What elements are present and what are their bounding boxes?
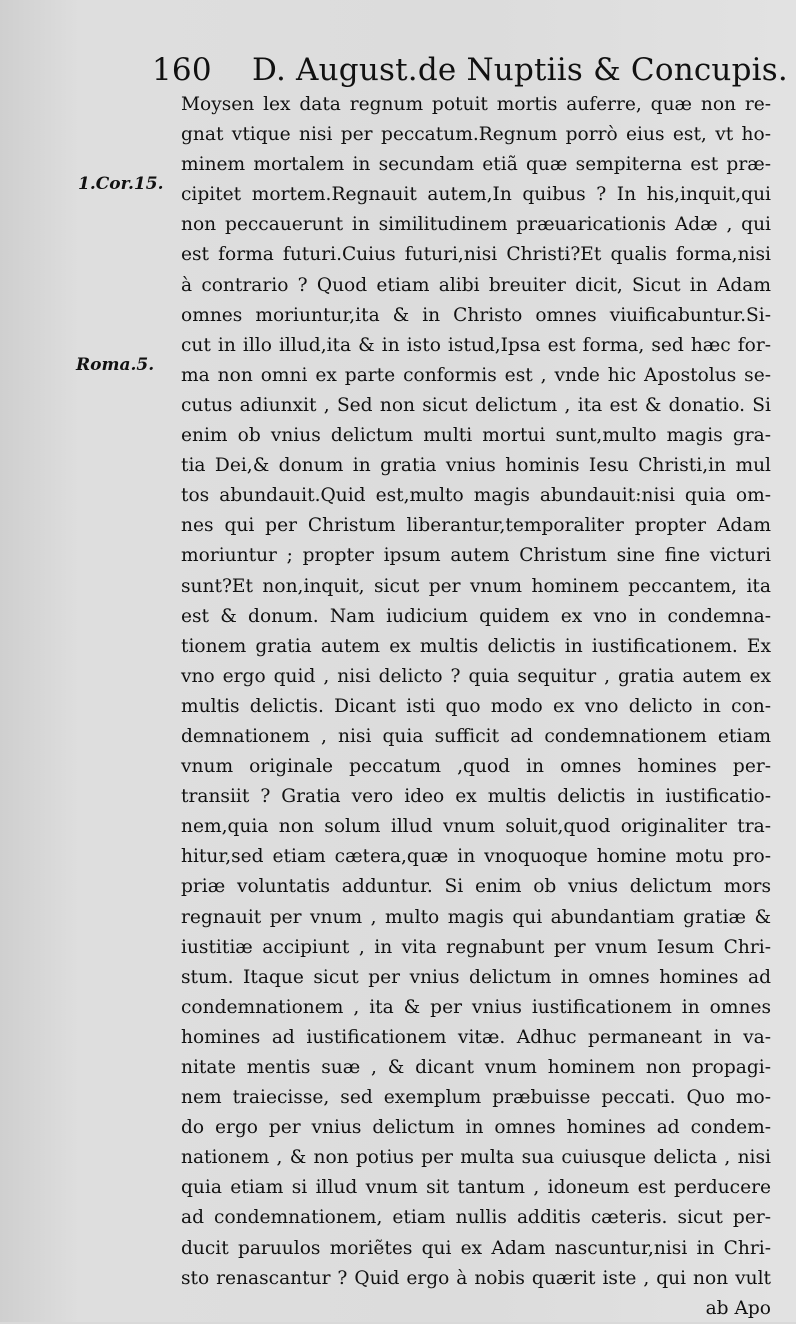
- text-line: homines ad iustificationem vitæ. Adhuc permaneant in va-: [181, 1026, 771, 1048]
- text-line: do ergo per vnius delictum in omnes homines ad condem-: [181, 1117, 771, 1139]
- text-line: iustitiæ accipiunt , in vita regnabunt per vnum Iesum Chri-: [181, 936, 771, 958]
- text-line: non peccauerunt in similitudinem præuaricationis Adæ , qui: [181, 214, 771, 236]
- text-line: est & donum. Nam iudicium quidem ex vno in condemna-: [181, 605, 771, 627]
- text-line: cut in illo illud,ita & in isto istud,Ipsa est forma, sed hæc for-: [181, 334, 771, 356]
- text-line: nes qui per Christum liberantur,temporaliter propter Adam: [181, 515, 771, 537]
- text-line: quia etiam si illud vnum sit tantum , idoneum est perducere: [181, 1177, 771, 1199]
- text-line: transiit ? Gratia vero ideo ex multis delictis in iustificatio-: [181, 786, 771, 808]
- text-line: ab Apo: [705, 1297, 771, 1319]
- running-header: [152, 52, 788, 88]
- text-line: sto renascantur ? Quid ergo à nobis quærit iste , qui non vult: [181, 1267, 771, 1289]
- text-line: enim ob vnius delictum multi mortui sunt,multo magis gra-: [181, 425, 771, 447]
- text-line: ma non omni ex parte conformis est , vnde hic Apostolus se-: [181, 364, 771, 386]
- text-line: nem,quia non solum illud vnum soluit,quod originaliter tra-: [181, 816, 771, 838]
- text-line: nationem , & non potius per multa sua cuiusque delicta , nisi: [181, 1147, 771, 1169]
- text-line: hitur,sed etiam cætera,quæ in vnoquoque homine motu pro-: [181, 846, 771, 868]
- text-line: ad condemnationem, etiam nullis additis cæteris. sicut per-: [181, 1207, 771, 1229]
- text-line: stum. Itaque sicut per vnius delictum in omnes homines ad: [181, 966, 771, 988]
- running-title: D. August.de Nuptiis & Concupis.: [252, 52, 788, 88]
- text-line: priæ voluntatis adduntur. Si enim ob vnius delictum mors: [181, 876, 771, 898]
- text-line: vnum originale peccatum ,quod in omnes homines per-: [181, 756, 771, 778]
- page-number: 160: [152, 52, 212, 88]
- text-line: gnat vtique nisi per peccatum.Regnum porrò eius est, vt ho-: [181, 124, 771, 146]
- margin-note-1cor: 1.Cor.15.: [78, 174, 164, 194]
- text-line: moriuntur ; propter ipsum autem Christum sine fine victuri: [181, 545, 771, 567]
- body-text: [181, 90, 771, 1324]
- margin-note-roma: Roma.5.: [76, 355, 155, 375]
- text-line: tia Dei,& donum in gratia vnius hominis Iesu Christi,in mul: [181, 455, 771, 477]
- text-line: multis delictis. Dicant isti quo modo ex vno delicto in con-: [181, 695, 771, 717]
- text-line: est forma futuri.Cuius futuri,nisi Christi?Et qualis forma,nisi: [181, 244, 771, 266]
- text-line: tos abundauit.Quid est,multo magis abundauit:nisi quia om-: [181, 485, 771, 507]
- text-line: vno ergo quid , nisi delicto ? quia sequitur , gratia autem ex: [181, 665, 771, 687]
- text-line: regnauit per vnum , multo magis qui abundantiam gratiæ &: [181, 906, 771, 928]
- text-line: demnationem , nisi quia sufficit ad condemnationem etiam: [181, 725, 771, 747]
- text-line: nem traiecisse, sed exemplum præbuisse peccati. Quo mo-: [181, 1087, 771, 1109]
- text-line: minem mortalem in secundam etiã quæ sempiterna est præ-: [181, 154, 771, 176]
- text-line: ducit paruulos moriẽtes qui ex Adam nascuntur,nisi in Chri-: [181, 1237, 771, 1259]
- text-line: tionem gratia autem ex multis delictis in iustificationem. Ex: [181, 635, 771, 657]
- text-line: omnes moriuntur,ita & in Christo omnes viuificabuntur.Si-: [181, 304, 771, 326]
- text-line: nitate mentis suæ , & dicant vnum hominem non propagi-: [181, 1057, 771, 1078]
- text-line: cutus adiunxit , Sed non sicut delictum , ita est & donatio. Si: [181, 394, 771, 416]
- text-line: sunt?Et non,inquit, sicut per vnum hominem peccantem, ita: [181, 575, 771, 597]
- text-line: Moysen lex data regnum potuit mortis auferre, quæ non re-: [181, 94, 771, 115]
- text-line: condemnationem , ita & per vnius iustificationem in omnes: [181, 996, 771, 1018]
- text-line: cipitet mortem.Regnauit autem,In quibus ? In his,inquit,qui: [181, 184, 771, 206]
- text-line: à contrario ? Quod etiam alibi breuiter dicit, Sicut in Adam: [181, 274, 771, 296]
